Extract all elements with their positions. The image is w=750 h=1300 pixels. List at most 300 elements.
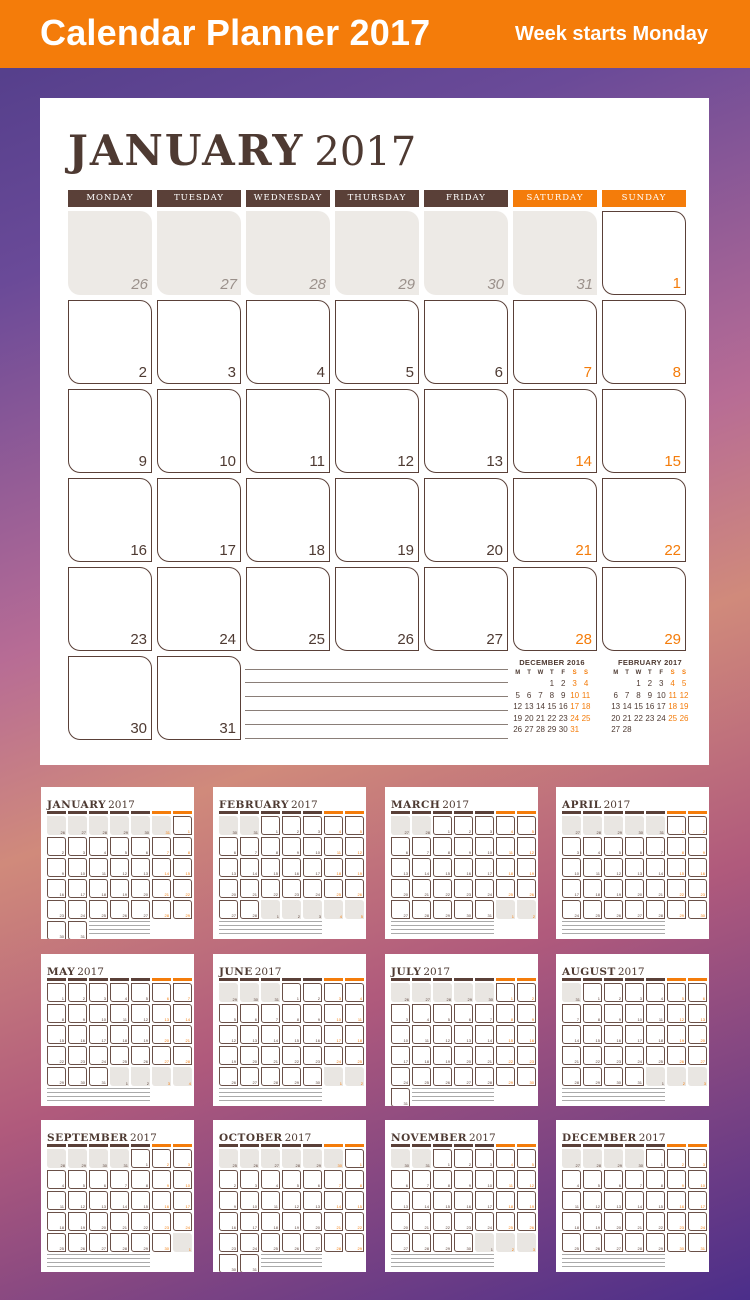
day-cell-outside-month[interactable]: [68, 211, 152, 295]
thumbnail-day-cell: [688, 879, 707, 898]
thumbnail-day-cell: [68, 1191, 87, 1210]
thumbnail-day-number: 22: [508, 1059, 513, 1064]
thumbnail-day-cell: [454, 1004, 473, 1023]
thumbnail-day-number: 23: [679, 1225, 684, 1230]
thumbnail-april[interactable]: [556, 787, 709, 939]
day-number: 13: [486, 453, 503, 470]
day-cell-outside-month[interactable]: [424, 211, 508, 295]
month-title: [68, 126, 416, 175]
thumbnail-day-cell: [625, 858, 644, 877]
thumbnail-notes-line: [391, 921, 494, 922]
thumbnail-weekday-bar: [131, 811, 150, 814]
thumbnail-day-number: 23: [466, 892, 471, 897]
mini-weekday-letter: T: [648, 670, 652, 676]
thumbnail-day-cell: [131, 1004, 150, 1023]
thumbnail-day-cell: [604, 1191, 623, 1210]
thumbnail-weekday-bar: [110, 811, 129, 814]
thumbnail-day-number: 5: [82, 1183, 85, 1188]
thumbnail-day-cell: [667, 1025, 686, 1044]
thumbnail-day-cell: [454, 1191, 473, 1210]
thumbnail-day-cell: [282, 1046, 301, 1065]
day-cell[interactable]: [602, 211, 686, 295]
thumbnail-day-number: 3: [703, 1081, 706, 1086]
thumbnail-day-number: 25: [424, 1080, 429, 1085]
day-cell[interactable]: [157, 389, 241, 473]
day-cell[interactable]: [68, 300, 152, 384]
thumbnail-day-number: 3: [532, 1247, 535, 1252]
thumbnail-weekday-bar: [68, 1144, 87, 1147]
thumbnail-day-cell: [562, 879, 581, 898]
thumbnail-day-number: 25: [574, 1246, 579, 1251]
thumbnail-day-number: 9: [233, 1204, 236, 1209]
thumbnail-day-cell: [345, 983, 364, 1002]
thumbnail-day-cell: [324, 1233, 343, 1252]
thumbnail-day-number: 4: [576, 1183, 579, 1188]
thumbnail-day-cell: [646, 1191, 665, 1210]
thumbnail-weekday-bar: [47, 978, 66, 981]
thumbnail-june[interactable]: [213, 954, 366, 1106]
thumbnail-day-cell: [261, 900, 280, 919]
day-cell[interactable]: [602, 300, 686, 384]
day-cell[interactable]: [246, 567, 330, 651]
day-cell[interactable]: [513, 567, 597, 651]
day-cell[interactable]: [335, 567, 419, 651]
thumbnail-day-cell: [496, 900, 515, 919]
thumbnail-day-number: 8: [275, 850, 278, 855]
day-cell[interactable]: [246, 478, 330, 562]
thumbnail-day-number: 16: [466, 871, 471, 876]
thumbnail-day-cell: [152, 1004, 171, 1023]
thumbnail-day-cell: [110, 900, 129, 919]
thumbnail-day-cell: [604, 1149, 623, 1168]
thumbnail-day-number: 13: [101, 1204, 106, 1209]
thumbnail-day-cell: [433, 816, 452, 835]
thumbnail-day-number: 12: [294, 1204, 299, 1209]
thumbnail-weekday-bar: [562, 978, 581, 981]
thumbnail-day-number: 20: [700, 1038, 705, 1043]
thumbnail-day-cell: [68, 1149, 87, 1168]
thumbnail-day-cell: [219, 1191, 238, 1210]
thumbnail-day-cell: [173, 1191, 192, 1210]
day-cell-outside-month[interactable]: [246, 211, 330, 295]
thumbnail-day-number: 9: [468, 850, 471, 855]
thumbnail-day-number: 21: [487, 1059, 492, 1064]
thumbnail-august[interactable]: [556, 954, 709, 1106]
thumbnail-day-number: 16: [294, 871, 299, 876]
mini-day: [656, 724, 667, 736]
thumbnail-weekday-bar: [391, 1144, 410, 1147]
thumbnail-day-cell: [646, 858, 665, 877]
thumbnail-day-cell: [454, 837, 473, 856]
thumbnail-day-number: 3: [187, 1162, 190, 1167]
day-cell[interactable]: [424, 567, 508, 651]
thumbnail-notes-line: [412, 1088, 494, 1089]
thumbnail-day-cell: [110, 858, 129, 877]
thumbnail-year: 2017: [254, 966, 282, 978]
thumbnail-day-number: 17: [487, 871, 492, 876]
thumbnail-day-number: 31: [101, 1080, 106, 1085]
thumbnail-day-cell: [303, 858, 322, 877]
thumbnail-notes-line: [47, 1100, 150, 1101]
thumbnail-weekday-bar: [47, 1144, 66, 1147]
thumbnail-day-cell: [152, 900, 171, 919]
mini-calendar-week: [512, 678, 592, 690]
thumbnail-day-cell: [412, 837, 431, 856]
thumbnail-title: [391, 793, 469, 812]
thumbnail-day-number: 22: [595, 1059, 600, 1064]
thumbnail-day-cell: [68, 1004, 87, 1023]
day-cell[interactable]: [157, 567, 241, 651]
thumbnail-day-cell: [391, 1233, 410, 1252]
thumbnail-day-cell: [517, 816, 536, 835]
thumbnail-day-number: 4: [510, 1162, 513, 1167]
thumbnail-day-number: 22: [273, 892, 278, 897]
thumbnail-day-number: 12: [529, 850, 534, 855]
thumbnail-day-cell: [562, 1212, 581, 1231]
thumbnail-day-cell: [282, 879, 301, 898]
mini-day: 8: [549, 690, 555, 700]
day-cell[interactable]: [602, 478, 686, 562]
thumbnail-day-number: 19: [616, 892, 621, 897]
thumbnail-day-cell: [303, 1046, 322, 1065]
thumbnail-day-number: 17: [101, 1038, 106, 1043]
thumbnail-day-cell: [324, 816, 343, 835]
thumbnail-day-cell: [89, 858, 108, 877]
thumbnail-notes-line: [89, 921, 150, 922]
day-number: 18: [308, 542, 325, 559]
thumbnail-notes-line: [562, 933, 665, 934]
day-cell[interactable]: [513, 478, 597, 562]
thumbnail-day-cell: [604, 1004, 623, 1023]
thumbnail-day-cell: [517, 983, 536, 1002]
thumbnail-day-number: 21: [424, 1225, 429, 1230]
thumbnail-day-cell: [152, 837, 171, 856]
thumbnail-march[interactable]: [385, 787, 538, 939]
thumbnail-july[interactable]: [385, 954, 538, 1106]
thumbnail-day-cell: [475, 1212, 494, 1231]
day-cell-outside-month[interactable]: [513, 211, 597, 295]
thumbnail-notes-line: [219, 1088, 322, 1089]
notes-line: [245, 710, 508, 711]
mini-day: 9: [561, 690, 566, 700]
day-cell[interactable]: [157, 478, 241, 562]
thumbnail-notes-line: [562, 929, 665, 930]
thumbnail-day-cell: [688, 983, 707, 1002]
thumbnail-day-cell: [89, 1149, 108, 1168]
thumbnail-day-cell: [646, 1067, 665, 1086]
thumbnail-day-cell: [604, 1233, 623, 1252]
thumbnail-day-number: 6: [702, 996, 705, 1001]
day-cell[interactable]: [68, 656, 152, 740]
thumbnail-september[interactable]: [41, 1120, 194, 1272]
thumbnail-day-number: 28: [487, 1080, 492, 1085]
day-cell[interactable]: [157, 300, 241, 384]
thumbnail-title: [391, 1126, 496, 1145]
thumbnail-day-number: 26: [357, 892, 362, 897]
thumbnail-day-number: 17: [403, 1059, 408, 1064]
thumbnail-day-number: 24: [80, 913, 85, 918]
day-cell[interactable]: [424, 300, 508, 384]
thumbnail-weekday-bar: [391, 811, 410, 814]
thumbnail-day-number: 11: [508, 1183, 513, 1188]
thumbnail-day-number: 3: [318, 914, 321, 919]
thumbnail-january[interactable]: [41, 787, 194, 939]
thumbnail-day-cell: [496, 983, 515, 1002]
thumbnail-notes-line: [47, 1258, 150, 1259]
mini-day: 28: [622, 725, 632, 734]
thumbnail-day-cell: [303, 1004, 322, 1023]
thumbnail-day-cell: [667, 1149, 686, 1168]
day-cell-outside-month[interactable]: [335, 211, 419, 295]
thumbnail-day-number: 3: [702, 1162, 705, 1167]
mini-day: 15: [547, 702, 557, 711]
thumbnail-day-number: 31: [165, 830, 170, 835]
thumbnail-day-number: 30: [679, 1246, 684, 1251]
day-cell[interactable]: [335, 389, 419, 473]
thumbnail-day-cell: [131, 1149, 150, 1168]
thumbnail-day-cell: [562, 1046, 581, 1065]
thumbnail-day-number: 5: [531, 1162, 534, 1167]
thumbnail-day-number: 3: [405, 1017, 408, 1022]
thumbnail-day-cell: [562, 1149, 581, 1168]
thumbnail-day-cell: [152, 1170, 171, 1189]
thumbnail-may[interactable]: [41, 954, 194, 1106]
thumbnail-day-number: 28: [658, 913, 663, 918]
mini-day: [580, 724, 591, 736]
thumbnail-day-cell: [667, 1212, 686, 1231]
thumbnail-day-cell: [391, 1004, 410, 1023]
thumbnail-day-number: 26: [143, 1059, 148, 1064]
day-number: 10: [219, 453, 236, 470]
thumbnail-day-number: 17: [185, 1204, 190, 1209]
day-cell[interactable]: [335, 300, 419, 384]
mini-weekday-letter: F: [659, 670, 664, 676]
day-cell[interactable]: [246, 300, 330, 384]
mini-day: 7: [624, 690, 630, 700]
day-cell[interactable]: [602, 567, 686, 651]
thumbnail-day-cell: [517, 879, 536, 898]
thumbnail-day-cell: [412, 1191, 431, 1210]
thumbnail-day-cell: [345, 1067, 364, 1086]
day-cell[interactable]: [424, 478, 508, 562]
mini-day: 10: [570, 690, 580, 700]
thumbnail-day-number: 9: [317, 1017, 320, 1022]
thumbnail-day-number: 30: [404, 1163, 409, 1168]
thumbnail-day-number: 5: [447, 1017, 450, 1022]
thumbnail-day-cell: [625, 1212, 644, 1231]
thumbnail-day-number: 21: [336, 1225, 341, 1230]
thumbnail-day-cell: [667, 1233, 686, 1252]
day-cell[interactable]: [68, 567, 152, 651]
thumbnail-february[interactable]: [213, 787, 366, 939]
thumbnail-day-cell: [345, 1170, 364, 1189]
thumbnail-day-cell: [47, 816, 66, 835]
thumbnail-day-number: 1: [125, 1081, 128, 1086]
thumbnail-weekday-bar: [583, 811, 602, 814]
thumbnail-day-cell: [89, 816, 108, 835]
thumbnail-day-cell: [475, 1170, 494, 1189]
thumbnail-day-cell: [646, 900, 665, 919]
thumbnail-day-number: 30: [315, 1080, 320, 1085]
day-number: 22: [664, 542, 681, 559]
day-cell[interactable]: [602, 389, 686, 473]
thumbnail-day-cell: [433, 1025, 452, 1044]
thumbnail-day-cell: [454, 983, 473, 1002]
thumbnail-day-cell: [475, 1025, 494, 1044]
thumbnail-november[interactable]: [385, 1120, 538, 1272]
thumbnail-day-number: 2: [82, 996, 85, 1001]
thumbnail-day-number: 15: [185, 871, 190, 876]
day-cell[interactable]: [424, 389, 508, 473]
thumbnail-day-number: 1: [61, 996, 64, 1001]
thumbnail-notes-line: [261, 1258, 322, 1259]
thumbnail-day-cell: [475, 1191, 494, 1210]
thumbnail-day-cell: [391, 879, 410, 898]
thumbnail-day-cell: [412, 858, 431, 877]
thumbnail-day-cell: [261, 837, 280, 856]
thumbnail-day-cell: [303, 1191, 322, 1210]
thumbnail-day-number: 8: [61, 1017, 64, 1022]
mini-day: 12: [679, 690, 689, 700]
thumbnail-day-number: 26: [80, 1246, 85, 1251]
thumbnail-day-cell: [131, 1191, 150, 1210]
thumbnail-day-number: 11: [508, 850, 513, 855]
thumbnail-weekday-bar: [219, 1144, 238, 1147]
mini-calendar-week: [512, 701, 592, 713]
thumbnail-day-number: 1: [511, 914, 514, 919]
thumbnail-weekday-bar: [152, 811, 171, 814]
thumbnail-day-number: 4: [359, 996, 362, 1001]
day-number: 9: [138, 453, 147, 470]
thumbnail-day-number: 27: [575, 1163, 580, 1168]
thumbnail-day-number: 8: [447, 1183, 450, 1188]
day-number: 2: [138, 364, 147, 381]
thumbnail-day-number: 28: [102, 830, 107, 835]
thumbnail-day-number: 9: [82, 1017, 85, 1022]
thumbnail-day-number: 27: [231, 913, 236, 918]
weekday-header-sunday: SUNDAY: [602, 190, 686, 207]
thumbnail-day-number: 7: [576, 1017, 579, 1022]
mini-weekday-letter: F: [561, 670, 566, 676]
thumbnail-day-number: 30: [638, 830, 643, 835]
thumbnail-october[interactable]: [213, 1120, 366, 1272]
thumbnail-day-number: 11: [336, 850, 341, 855]
thumbnail-day-number: 10: [101, 1017, 106, 1022]
thumbnail-weekday-bar: [583, 978, 602, 981]
thumbnail-day-number: 19: [231, 1059, 236, 1064]
thumbnail-day-cell: [282, 1067, 301, 1086]
thumbnail-notes-line: [412, 1100, 494, 1101]
thumbnail-day-cell: [47, 1025, 66, 1044]
thumbnail-day-cell: [562, 1004, 581, 1023]
thumbnail-day-number: 30: [232, 830, 237, 835]
thumbnail-day-cell: [391, 900, 410, 919]
day-cell[interactable]: [513, 389, 597, 473]
thumbnail-weekday-bar: [646, 1144, 665, 1147]
day-cell[interactable]: [157, 656, 241, 740]
thumbnail-day-cell: [496, 1025, 515, 1044]
thumbnail-weekday-bar: [517, 811, 536, 814]
day-cell[interactable]: [68, 478, 152, 562]
thumbnail-day-cell: [173, 1149, 192, 1168]
thumbnail-day-number: 1: [447, 1162, 450, 1167]
mini-day: 3: [572, 679, 577, 688]
thumbnail-day-number: 3: [576, 850, 579, 855]
thumbnail-day-number: 19: [445, 1059, 450, 1064]
thumbnail-weekday-bar: [688, 978, 707, 981]
thumbnail-day-cell: [173, 1025, 192, 1044]
thumbnail-day-number: 25: [595, 913, 600, 918]
thumbnail-day-number: 21: [574, 1059, 579, 1064]
thumbnail-year: 2017: [77, 966, 104, 978]
mini-day: 4: [670, 679, 675, 688]
thumbnail-day-number: 18: [658, 1038, 663, 1043]
thumbnail-title: [47, 960, 104, 979]
thumbnail-notes-line: [47, 1266, 150, 1267]
thumbnail-day-number: 2: [146, 1081, 149, 1086]
thumbnail-day-number: 25: [357, 1059, 362, 1064]
thumbnail-day-cell: [303, 879, 322, 898]
thumbnail-weekday-bar: [152, 978, 171, 981]
thumbnail-day-number: 25: [101, 913, 106, 918]
mini-day: [610, 678, 621, 690]
thumbnail-day-number: 29: [617, 1163, 622, 1168]
thumbnail-day-cell: [412, 1025, 431, 1044]
thumbnail-day-number: 4: [275, 1183, 278, 1188]
thumbnail-day-number: 26: [595, 1246, 600, 1251]
thumbnail-day-number: 2: [360, 1081, 363, 1086]
thumbnail-day-number: 30: [700, 913, 705, 918]
day-cell[interactable]: [335, 478, 419, 562]
thumbnail-day-cell: [391, 1088, 410, 1106]
thumbnail-day-number: 26: [60, 830, 65, 835]
thumbnail-day-cell: [667, 1191, 686, 1210]
thumbnail-weekday-bar: [282, 978, 301, 981]
thumbnail-day-cell: [131, 1170, 150, 1189]
thumbnail-day-cell: [110, 1149, 129, 1168]
thumbnail-day-cell: [110, 983, 129, 1002]
thumbnail-day-cell: [219, 879, 238, 898]
thumbnail-day-cell: [89, 879, 108, 898]
thumbnail-december[interactable]: [556, 1120, 709, 1272]
mini-day: 3: [659, 679, 664, 688]
thumbnail-weekday-bar: [625, 1144, 644, 1147]
thumbnail-day-number: 25: [273, 1246, 278, 1251]
day-cell-outside-month[interactable]: [157, 211, 241, 295]
thumbnail-day-cell: [219, 983, 238, 1002]
thumbnail-day-cell: [47, 879, 66, 898]
day-cell[interactable]: [246, 389, 330, 473]
thumbnail-day-number: 23: [294, 892, 299, 897]
thumbnail-day-cell: [517, 837, 536, 856]
thumbnail-notes-line: [47, 1254, 150, 1255]
mini-weekday-letter: M: [515, 670, 521, 676]
day-cell[interactable]: [513, 300, 597, 384]
thumbnail-day-cell: [152, 858, 171, 877]
thumbnail-day-number: 17: [336, 1038, 341, 1043]
thumbnail-day-number: 19: [294, 1225, 299, 1230]
day-cell[interactable]: [68, 389, 152, 473]
thumbnail-day-number: 17: [487, 1204, 492, 1209]
thumbnail-day-cell: [646, 879, 665, 898]
thumbnail-day-cell: [562, 1233, 581, 1252]
thumbnail-day-cell: [89, 1233, 108, 1252]
notes-line: [245, 669, 508, 670]
thumbnail-day-number: 25: [59, 1246, 64, 1251]
thumbnail-day-number: 25: [232, 1163, 237, 1168]
thumbnail-day-cell: [152, 1046, 171, 1065]
thumbnail-day-cell: [282, 1170, 301, 1189]
